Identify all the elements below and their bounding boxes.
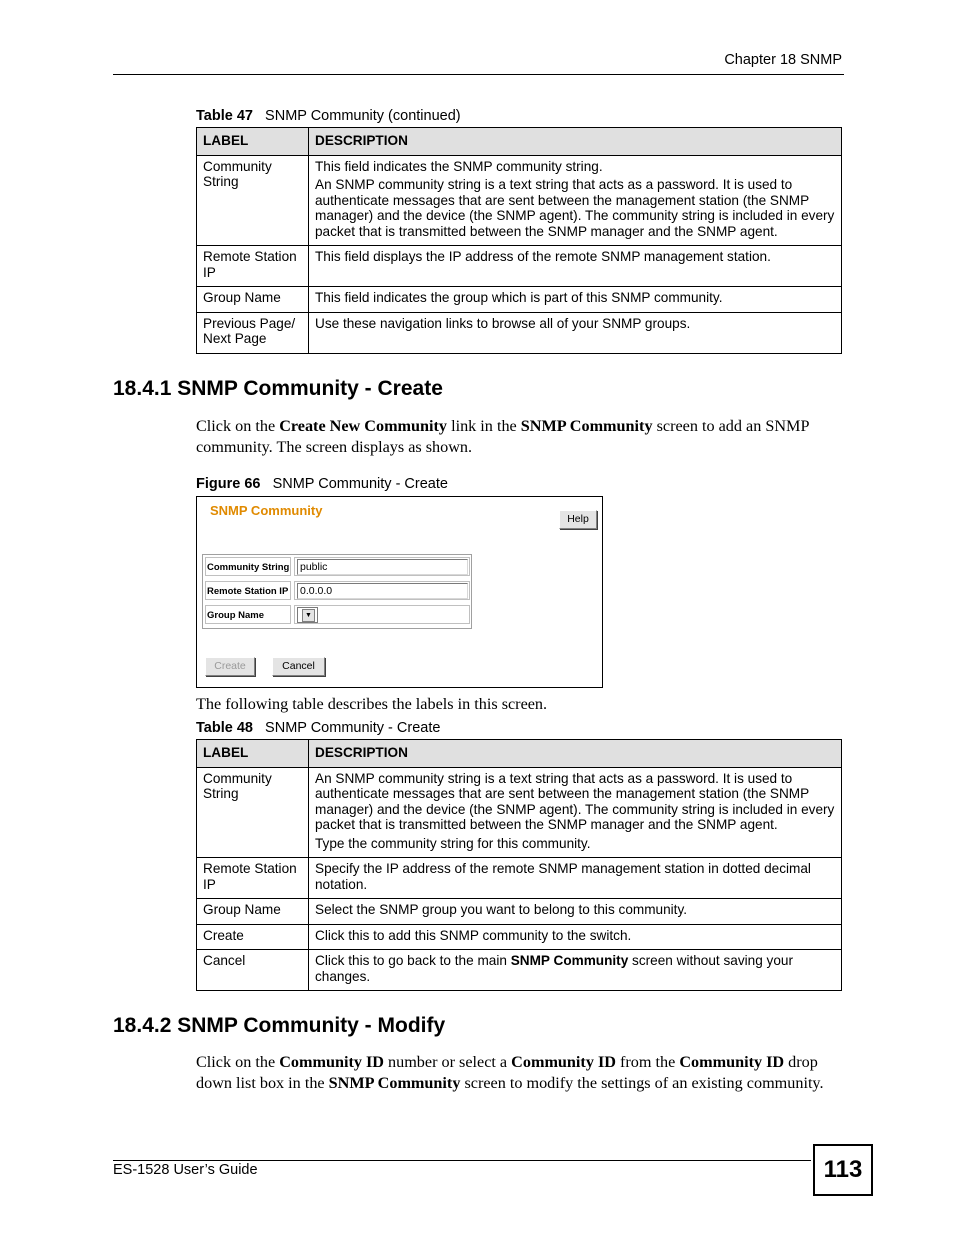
figure66-caption [196,476,448,492]
figure-caption-text: SNMP Community - Create [272,476,448,492]
table-row [197,767,842,858]
row-label: Create [197,924,309,950]
text-run: Click on the [196,1053,280,1071]
bold-run: Community ID [279,1053,384,1071]
row-label: Group Name [197,287,309,313]
remote-station-ip-input[interactable]: 0.0.0.0 [297,583,468,599]
section-create-paragraph [196,416,846,458]
row-label: Remote Station IP [197,858,309,899]
desc-line: An SNMP community string is a text string that acts as a password. It is used to authenticate messages that are sent between the management station (the SNMP manager) and the device (the SNMP agent). The community string is included in every packet that is transmitted between the SNMP manager and the SNMP agent. [315,770,835,832]
table-row [197,312,842,353]
following-text: The following table describes the labels in this screen. [196,695,548,713]
bold-run: SNMP Community [520,417,653,435]
chevron-down-icon: ▼ [302,609,315,622]
row-description: Select the SNMP group you want to belong to this community. [309,899,842,925]
table-header-row [197,740,842,768]
guide-title: ES-1528 User’s Guide [113,1162,258,1178]
header-description: DESCRIPTION [309,740,842,768]
text-run: screen to modify the settings of an existing community. [460,1074,824,1092]
form-row-group-name [203,603,471,626]
row-description: Use these navigation links to browse all of your SNMP groups. [309,312,842,353]
row-label: Community String [197,767,309,858]
field-cell [294,557,470,576]
table-header-row [197,128,842,156]
desc-line: This field indicates the SNMP community string. [315,158,603,174]
table-row [197,858,842,899]
field-cell [294,605,470,624]
bold-run: Community ID [679,1053,785,1071]
section-modify-paragraph [196,1052,846,1094]
text-run: screen without saving your changes. [315,953,793,984]
footer-rule [113,1160,811,1161]
row-description: Specify the IP address of the remote SNMP management station in dotted decimal notation. [309,858,842,899]
header-label: LABEL [197,740,309,768]
row-description: This field indicates the group which is part of this SNMP community. [309,287,842,313]
header-rule [113,74,844,75]
community-string-input[interactable]: public [297,559,468,575]
field-cell [294,581,470,600]
row-description [309,155,842,246]
table48-caption-num: Table 48 [196,720,253,736]
table48 [196,739,842,991]
row-description [309,767,842,858]
remote-station-ip-label: Remote Station IP [205,581,291,600]
table47 [196,127,842,354]
table48-caption-text: SNMP Community - Create [265,720,441,736]
row-label: Community String [197,155,309,246]
table-row [197,246,842,287]
create-button[interactable]: Create [205,657,255,676]
text-run: screen to add an SNMP community. The screen displays as shown. [196,417,809,456]
form-row-remote-station-ip [203,579,471,602]
table-row [197,155,842,246]
text-run: from the [615,1053,680,1071]
row-label: Remote Station IP [197,246,309,287]
form-table [202,554,472,629]
desc-line: Type the community string for this community. [315,835,591,851]
table-row [197,950,842,991]
snmp-create-screenshot [196,496,603,688]
row-description: This field displays the IP address of the remote SNMP management station. [309,246,842,287]
table47-caption [196,108,461,124]
row-label: Previous Page/ Next Page [197,312,309,353]
text-run: link in the [447,417,521,435]
row-label: Group Name [197,899,309,925]
table48-caption [196,720,440,736]
cancel-button[interactable]: Cancel [272,657,325,676]
text-run: Click this to go back to the main [315,953,511,968]
help-button[interactable]: Help [559,510,597,529]
table47-caption-num: Table 47 [196,108,253,124]
bold-run: SNMP Community [328,1074,461,1092]
chapter-title: Chapter 18 SNMP [724,52,842,68]
row-description: Click this to add this SNMP community to the switch. [309,924,842,950]
bold-run: SNMP Community [510,953,629,968]
header-label: LABEL [197,128,309,156]
figure-caption-num: Figure 66 [196,476,261,492]
row-description [309,950,842,991]
bold-run: Create New Community [279,417,448,435]
desc-line: An SNMP community string is a text string that acts as a password. It is used to authenticate messages that are sent between the management station (the SNMP manager) and the device (the SNMP agent). The community string is included in every packet that is transmitted between the SNMP manager and the SNMP agent. [315,177,835,239]
table-row [197,924,842,950]
screen-title: SNMP Community [210,503,323,518]
table-row [197,899,842,925]
community-string-label: Community String [205,557,291,576]
text-run: drop down list box in the [196,1053,818,1092]
text-run: Click on the [196,417,280,435]
table-row [197,287,842,313]
text-run: number or select a [383,1053,512,1071]
form-row-community-string [203,555,471,578]
header-description: DESCRIPTION [309,128,842,156]
section-heading-modify: 18.4.2 SNMP Community - Modify [113,1014,446,1037]
bold-run: Community ID [511,1053,616,1071]
section-heading-create: 18.4.1 SNMP Community - Create [113,377,443,400]
group-name-label: Group Name [205,605,291,624]
row-label: Cancel [197,950,309,991]
group-name-select[interactable] [297,607,318,623]
page-number: 113 [813,1144,873,1196]
table47-caption-text: SNMP Community (continued) [265,108,461,124]
